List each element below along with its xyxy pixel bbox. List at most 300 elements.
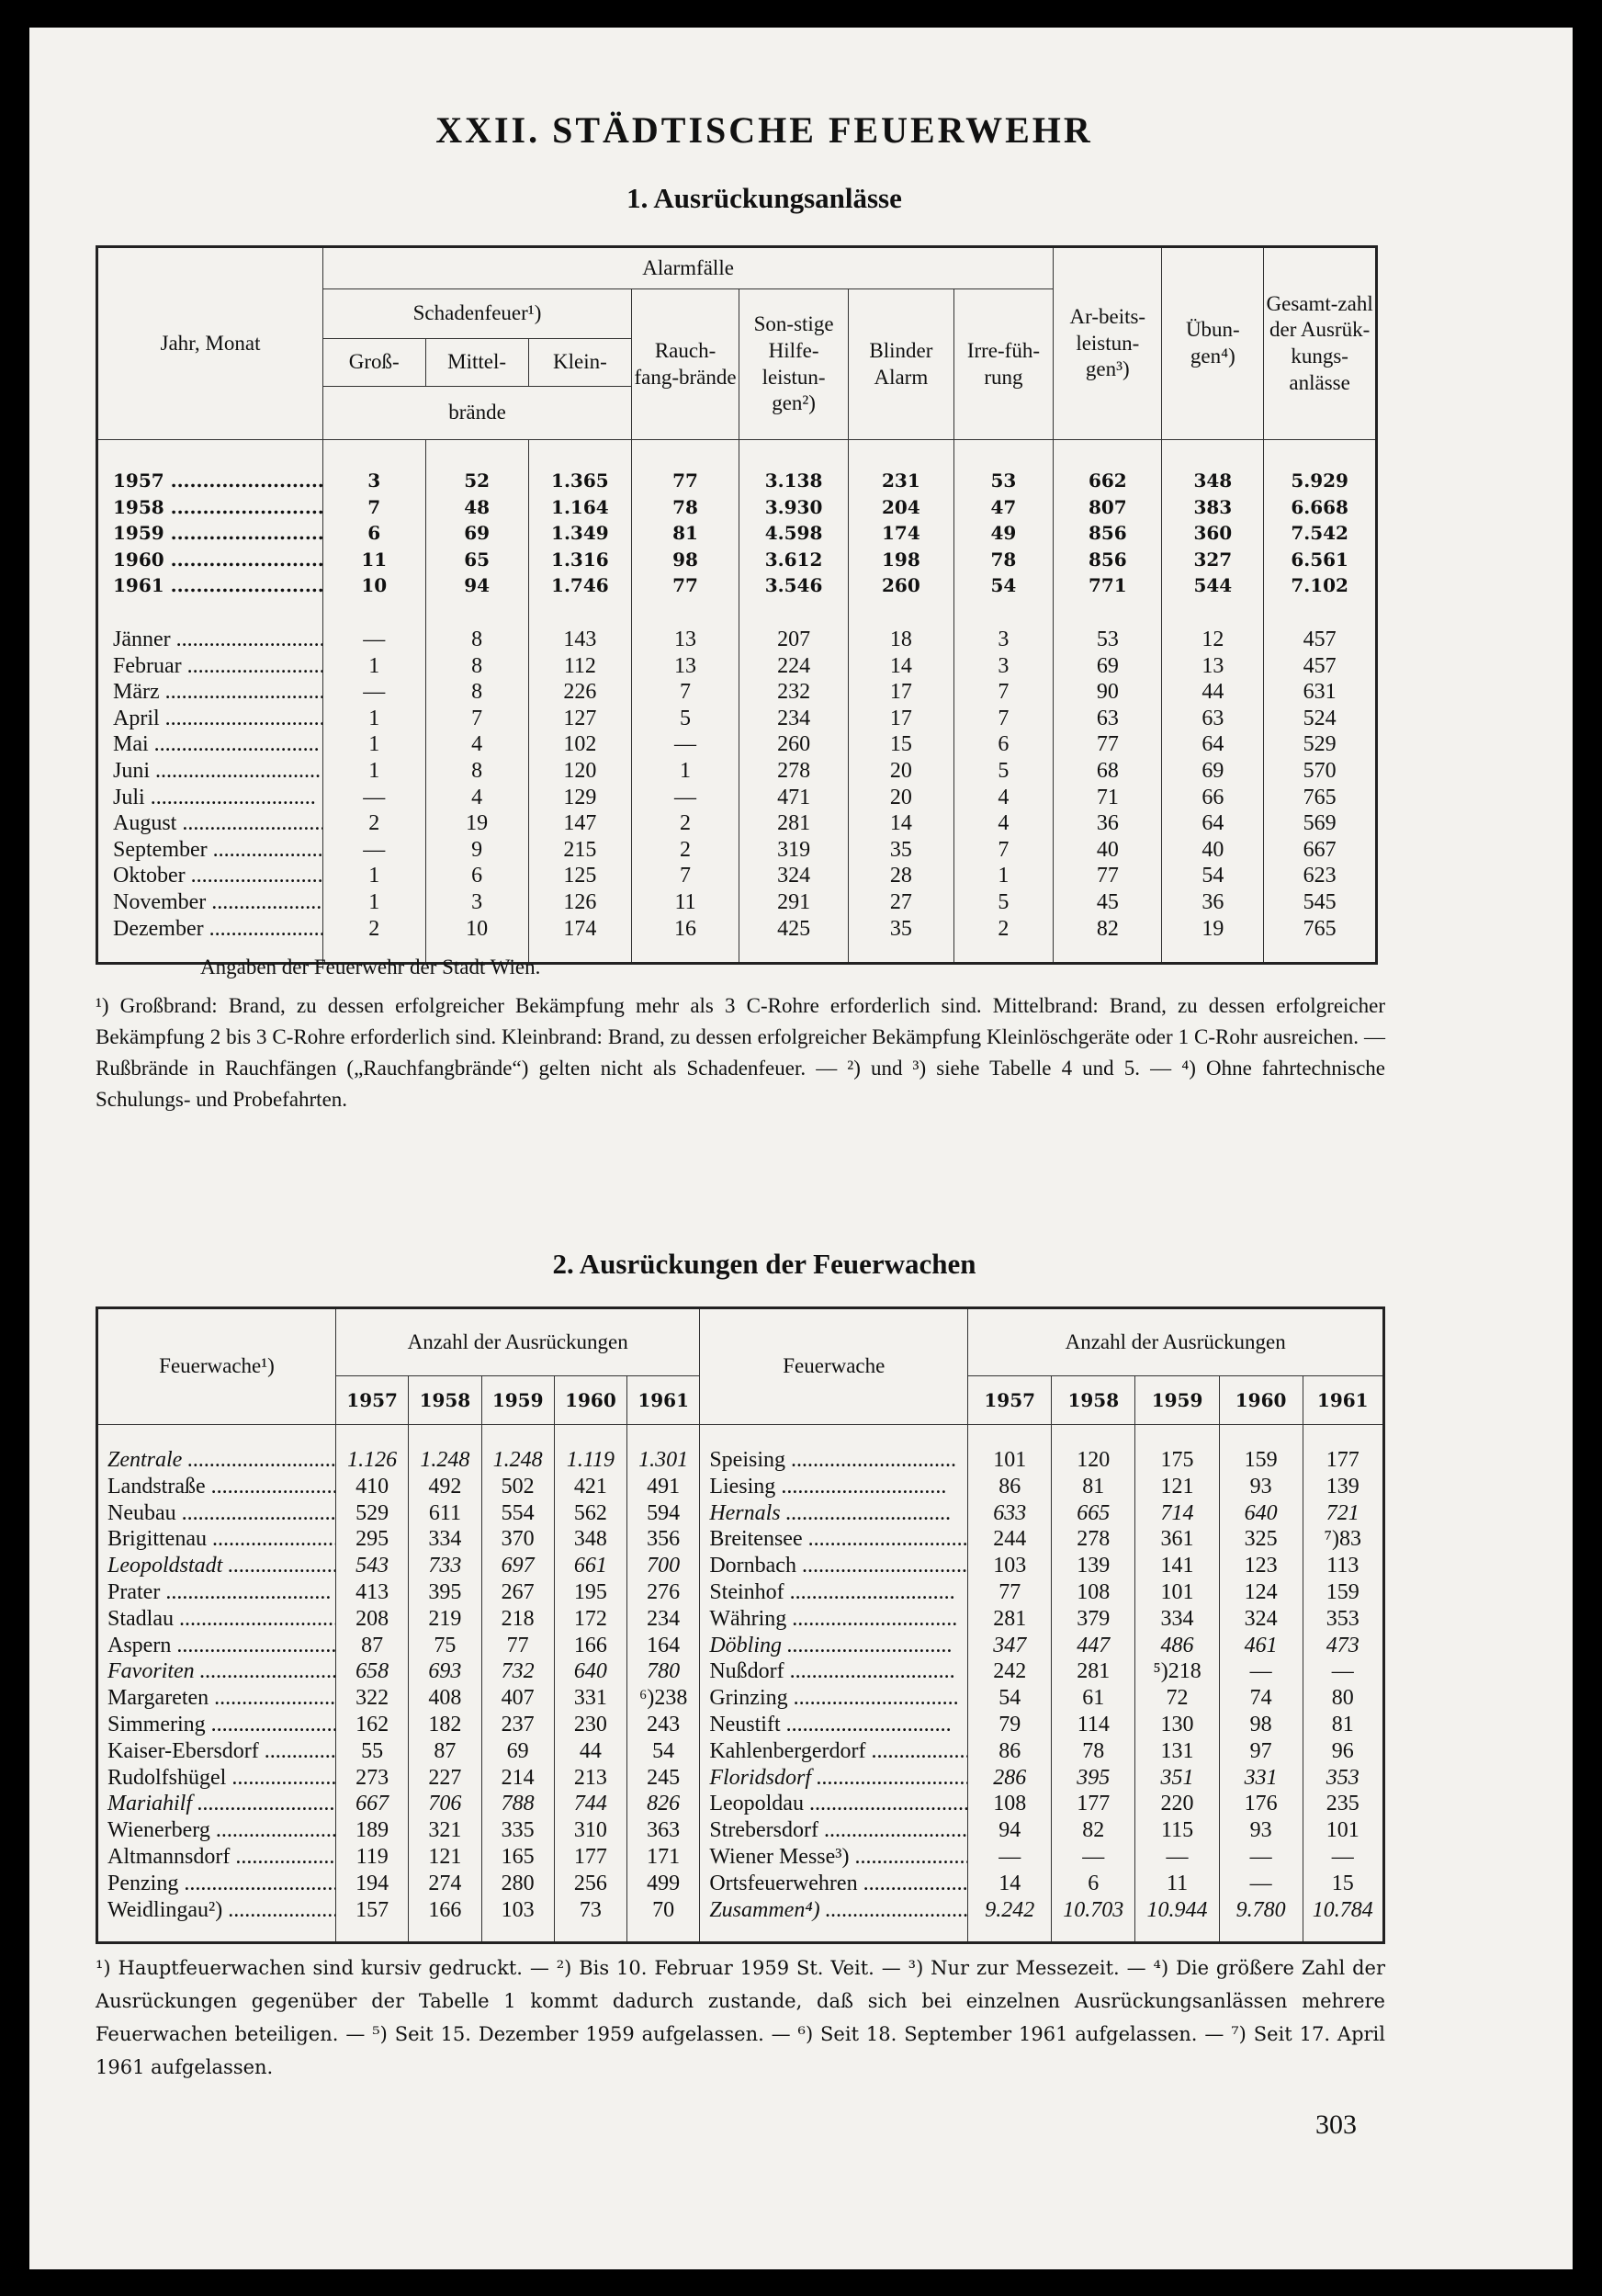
- table-cell: 18: [849, 627, 953, 653]
- table-cell: 27: [849, 889, 953, 916]
- table-cell: 87: [409, 1738, 481, 1765]
- row-label: [97, 653, 323, 680]
- header-alarmfaelle: Alarmfälle: [323, 247, 1054, 289]
- table-cell: 14: [849, 810, 953, 837]
- table-cell: 243: [627, 1712, 700, 1738]
- table-cell: 407: [481, 1685, 554, 1712]
- table-cell: 310: [554, 1817, 626, 1844]
- table-cell: 363: [627, 1817, 700, 1844]
- feuerwache-name-text: Breitensee: [709, 1527, 803, 1552]
- table-cell: 82: [1054, 916, 1162, 943]
- table-cell: 2: [953, 916, 1054, 943]
- feuerwache-name: [97, 1765, 336, 1792]
- table-cell: 1.248: [481, 1447, 554, 1474]
- table-cell: 383: [1162, 494, 1264, 521]
- feuerwache-name: [700, 1658, 968, 1685]
- table-cell: 54: [968, 1685, 1052, 1712]
- table-cell: —: [1135, 1844, 1219, 1871]
- table-cell: 744: [554, 1791, 626, 1817]
- table-cell: 120: [1052, 1447, 1135, 1474]
- table-cell: 54: [1162, 863, 1264, 889]
- table-cell: 232: [739, 679, 849, 706]
- table-cell: 15: [849, 731, 953, 758]
- feuerwache-name-text: Rudolfshügel: [107, 1765, 227, 1790]
- spacer-cell: [1054, 440, 1162, 469]
- table-cell: 214: [481, 1765, 554, 1792]
- leader-dots: [775, 1475, 946, 1499]
- row-label: [97, 863, 323, 889]
- header-mittel: Mittel-: [425, 339, 528, 387]
- table-row-month: [97, 810, 1377, 837]
- leader-dots: [804, 1792, 968, 1815]
- feuerwache-name: [700, 1712, 968, 1738]
- table-row: [97, 1817, 1384, 1844]
- table-cell: 235: [1303, 1791, 1383, 1817]
- row-label: [97, 494, 323, 521]
- row-label: [97, 758, 323, 785]
- table-cell: 10.703: [1052, 1897, 1135, 1924]
- table1-source: Angaben der Feuerwehr der Stadt Wien.: [200, 956, 541, 978]
- spacer-cell: [1264, 942, 1377, 964]
- table-cell: 281: [968, 1606, 1052, 1633]
- table-cell: 139: [1052, 1553, 1135, 1579]
- table-cell: 1.248: [409, 1447, 481, 1474]
- feuerwache-name: [700, 1606, 968, 1633]
- table-row: [97, 1447, 1384, 1474]
- table-cell: 81: [1052, 1474, 1135, 1500]
- table-cell: 75: [409, 1633, 481, 1659]
- section1-title: 1. Ausrückungsanlässe: [626, 182, 902, 214]
- table-cell: 87: [336, 1633, 409, 1659]
- leader-dots: [174, 1607, 336, 1631]
- table-cell: —: [968, 1844, 1052, 1871]
- table-row: [97, 1658, 1384, 1685]
- table-cell: 1.349: [528, 520, 631, 547]
- table-cell: 64: [1162, 731, 1264, 758]
- table-cell: 97: [1219, 1738, 1303, 1765]
- row-label-text: Mai: [113, 732, 149, 757]
- table-cell: 13: [1162, 653, 1264, 680]
- table-cell: 1: [323, 653, 426, 680]
- table-cell: 17: [849, 706, 953, 732]
- table-cell: 771: [1054, 572, 1162, 599]
- table-cell: 267: [481, 1579, 554, 1606]
- feuerwache-name: [97, 1871, 336, 1897]
- table-cell: 121: [409, 1844, 481, 1871]
- page-number: 303: [1315, 2109, 1357, 2140]
- feuerwache-name-text: Ortsfeuerwehren: [709, 1871, 858, 1895]
- table1-ausrueckungsanlaesse: [96, 245, 1378, 965]
- feuerwache-name-text: Mariahilf: [107, 1792, 193, 1816]
- table-cell: 10.784: [1303, 1897, 1383, 1924]
- table-cell: 3.612: [739, 547, 849, 573]
- table-cell: 213: [554, 1765, 626, 1792]
- leader-dots: [171, 628, 323, 651]
- row-label: [97, 572, 323, 599]
- table-cell: 3: [953, 627, 1054, 653]
- table-cell: 40: [1054, 837, 1162, 864]
- feuerwache-name-text: Floridsdorf: [709, 1765, 811, 1790]
- table-cell: 856: [1054, 520, 1162, 547]
- spacer-cell: [632, 599, 739, 627]
- table-cell: 260: [739, 731, 849, 758]
- table-cell: 74: [1219, 1685, 1303, 1712]
- table-row: [97, 1712, 1384, 1738]
- table-cell: 570: [1264, 758, 1377, 785]
- table-cell: 4.598: [739, 520, 849, 547]
- feuerwache-name-text: Hernals: [709, 1500, 781, 1525]
- table-cell: 93: [1219, 1474, 1303, 1500]
- feuerwache-name: [97, 1579, 336, 1606]
- table-cell: 765: [1264, 916, 1377, 943]
- table-cell: 174: [849, 520, 953, 547]
- table-row: [97, 1633, 1384, 1659]
- leader-dots: [160, 707, 323, 730]
- feuerwache-name: [700, 1897, 968, 1924]
- table-cell: 166: [554, 1633, 626, 1659]
- table-cell: 44: [1162, 679, 1264, 706]
- table-cell: 77: [632, 468, 739, 494]
- table-cell: 2: [323, 810, 426, 837]
- spacer-cell: [849, 942, 953, 964]
- spacer-cell: [739, 942, 849, 964]
- table-cell: 3: [425, 889, 528, 916]
- table-cell: 334: [409, 1526, 481, 1553]
- feuerwache-name: [700, 1579, 968, 1606]
- table-cell: 331: [554, 1685, 626, 1712]
- table-cell: 1: [323, 863, 426, 889]
- table-cell: 640: [1219, 1500, 1303, 1527]
- table-cell: 278: [1052, 1526, 1135, 1553]
- table-cell: 11: [1135, 1871, 1219, 1897]
- leader-dots: [160, 1580, 331, 1604]
- feuerwache-name: [700, 1685, 968, 1712]
- table-cell: 278: [739, 758, 849, 785]
- table-cell: 826: [627, 1791, 700, 1817]
- table-cell: 425: [739, 916, 849, 943]
- table-row-year: [97, 572, 1377, 599]
- table-cell: 569: [1264, 810, 1377, 837]
- table-row: [97, 1871, 1384, 1897]
- table-cell: 36: [1162, 889, 1264, 916]
- table-cell: 28: [849, 863, 953, 889]
- table-cell: 40: [1162, 837, 1264, 864]
- table-cell: 93: [1219, 1817, 1303, 1844]
- row-label-text: März: [113, 680, 160, 705]
- spacer-cell: [953, 440, 1054, 469]
- table-cell: 6.561: [1264, 547, 1377, 573]
- chapter-title: XXII. STÄDTISCHE FEUERWEHR: [435, 109, 1093, 151]
- leader-dots: [164, 549, 323, 571]
- header-jahr-monat: Jahr, Monat: [97, 247, 323, 440]
- table-cell: 321: [409, 1817, 481, 1844]
- row-label: [97, 547, 323, 573]
- spacer-cell: [739, 440, 849, 469]
- table-cell: 8: [425, 758, 528, 785]
- table-cell: 124: [1219, 1579, 1303, 1606]
- spacer-cell: [849, 440, 953, 469]
- table-cell: —: [1219, 1658, 1303, 1685]
- table-cell: 129: [528, 785, 631, 811]
- table-cell: 98: [632, 547, 739, 573]
- table-row: [97, 1526, 1384, 1553]
- spacer-cell: [968, 1425, 1052, 1448]
- table-cell: 220: [1135, 1791, 1219, 1817]
- leader-dots: [207, 1527, 336, 1551]
- table-cell: —: [1219, 1844, 1303, 1871]
- table-cell: 218: [481, 1606, 554, 1633]
- table-cell: 286: [968, 1765, 1052, 1792]
- table-cell: 143: [528, 627, 631, 653]
- table-cell: 54: [627, 1738, 700, 1765]
- table-cell: 9.242: [968, 1897, 1052, 1924]
- table-cell: 256: [554, 1871, 626, 1897]
- table-cell: 157: [336, 1897, 409, 1924]
- table-cell: 11: [323, 547, 426, 573]
- row-label-text: 1958: [113, 495, 164, 518]
- leader-dots: [195, 1659, 336, 1683]
- table-cell: 77: [968, 1579, 1052, 1606]
- spacer-cell: [632, 942, 739, 964]
- table-cell: 244: [968, 1526, 1052, 1553]
- table-cell: 594: [627, 1500, 700, 1527]
- spacer-cell: [1135, 1425, 1219, 1448]
- feuerwache-name-text: Leopoldstadt: [107, 1554, 223, 1578]
- table-cell: 35: [849, 837, 953, 864]
- spacer-cell: [336, 1425, 409, 1448]
- table-cell: 177: [1303, 1447, 1383, 1474]
- feuerwache-name: [97, 1738, 336, 1765]
- table-cell: 351: [1135, 1765, 1219, 1792]
- table-cell: 665: [1052, 1500, 1135, 1527]
- table-cell: 1: [323, 731, 426, 758]
- row-label: [97, 679, 323, 706]
- table-cell: 121: [1135, 1474, 1219, 1500]
- feuerwache-name-text: Leopoldau: [709, 1792, 804, 1816]
- row-label-text: Jänner: [113, 627, 171, 651]
- table-cell: 78: [632, 494, 739, 521]
- table-cell: 5: [953, 889, 1054, 916]
- table-cell: 544: [1162, 572, 1264, 599]
- spacer-cell: [1303, 1923, 1383, 1943]
- table-cell: 49: [953, 520, 1054, 547]
- table-cell: 165: [481, 1844, 554, 1871]
- spacer-row: [97, 1425, 1384, 1448]
- year-header: 1960: [554, 1376, 626, 1425]
- table-cell: 457: [1264, 653, 1377, 680]
- spacer-row: [97, 1923, 1384, 1943]
- spacer-cell: [1264, 440, 1377, 469]
- spacer-cell: [323, 440, 426, 469]
- spacer-cell: [1219, 1425, 1303, 1448]
- header-gesamtzahl: Gesamt-zahl der Ausrük-kungs-anlässe: [1264, 247, 1377, 440]
- table-cell: 123: [1219, 1553, 1303, 1579]
- table1-footnote: ¹) Großbrand: Brand, zu dessen erfolgreicher Bekämpfung mehr als 3 C-Rohre erforderlich sind. Mittelbrand: Brand, zu dessen erfolgreicher Bekämpfung 2 bis 3 C-Rohre erforderlich sind. Kleinbrand: Brand, zu dessen erfolgreicher Bekämpfung Kleinlöschgeräte oder 1 C-Rohr ausreichen. — Rußbrände in Rauchfängen („Rauchfangbrände“) gelten nicht als Schadenfeuer. — ²) und ³) siehe Tabelle 4 und 5. — ⁴) Ohne fahrtechnische Schulungs- und Probefahrten.: [96, 994, 1385, 1111]
- feuerwache-name: [97, 1844, 336, 1871]
- leader-dots: [209, 1686, 335, 1710]
- table-cell: 5: [953, 758, 1054, 785]
- year-header: 1959: [481, 1376, 554, 1425]
- row-label-text: 1959: [113, 522, 164, 545]
- spacer-row: [97, 440, 1377, 469]
- header-arbeitsleistungen: Ar-beits-leistun-gen³): [1054, 247, 1162, 440]
- table-cell: 721: [1303, 1500, 1383, 1527]
- leader-dots: [210, 1818, 336, 1842]
- feuerwache-name: [700, 1871, 968, 1897]
- table-cell: 5.929: [1264, 468, 1377, 494]
- table-cell: 348: [1162, 468, 1264, 494]
- table-cell: 6: [323, 520, 426, 547]
- table-cell: 14: [968, 1871, 1052, 1897]
- spacer-cell: [1162, 942, 1264, 964]
- table-cell: 35: [849, 916, 953, 943]
- table-cell: 119: [336, 1844, 409, 1871]
- table-cell: 245: [627, 1765, 700, 1792]
- table-cell: 1: [323, 706, 426, 732]
- feuerwache-name: [97, 1447, 336, 1474]
- table-cell: 112: [528, 653, 631, 680]
- row-label-text: August: [113, 811, 177, 836]
- table-cell: 194: [336, 1871, 409, 1897]
- table-cell: 174: [528, 916, 631, 943]
- table-cell: 8: [425, 653, 528, 680]
- table-cell: 9: [425, 837, 528, 864]
- spacer-cell: [700, 1425, 968, 1448]
- table-cell: 7: [632, 679, 739, 706]
- table-cell: 6: [953, 731, 1054, 758]
- feuerwache-name: [700, 1474, 968, 1500]
- feuerwache-name: [700, 1817, 968, 1844]
- table-cell: 327: [1162, 547, 1264, 573]
- spacer-cell: [1219, 1923, 1303, 1943]
- table-cell: 234: [739, 706, 849, 732]
- table-cell: 7.102: [1264, 572, 1377, 599]
- leader-dots: [796, 1554, 967, 1578]
- table-cell: 53: [1054, 627, 1162, 653]
- table-cell: 94: [425, 572, 528, 599]
- table-row-month: [97, 679, 1377, 706]
- year-header: 1958: [1052, 1376, 1135, 1425]
- feuerwache-name: [97, 1897, 336, 1924]
- table-cell: 171: [627, 1844, 700, 1871]
- spacer-cell: [953, 942, 1054, 964]
- header-blinder-alarm: Blinder Alarm: [849, 289, 953, 440]
- table-cell: 231: [849, 468, 953, 494]
- table-cell: 172: [554, 1606, 626, 1633]
- table-cell: 2: [632, 837, 739, 864]
- table-cell: 82: [1052, 1817, 1135, 1844]
- table-cell: —: [323, 837, 426, 864]
- table-cell: 96: [1303, 1738, 1383, 1765]
- leader-dots: [784, 1659, 955, 1683]
- spacer-cell: [554, 1425, 626, 1448]
- table-cell: 667: [1264, 837, 1377, 864]
- spacer-cell: [528, 440, 631, 469]
- table-cell: 64: [1162, 810, 1264, 837]
- table-cell: 80: [1303, 1685, 1383, 1712]
- table-cell: 331: [1219, 1765, 1303, 1792]
- year-header: 1959: [1135, 1376, 1219, 1425]
- table-cell: 69: [481, 1738, 554, 1765]
- feuerwache-name-text: Zusammen⁴): [709, 1897, 820, 1922]
- table-cell: 502: [481, 1474, 554, 1500]
- spacer-cell: [739, 599, 849, 627]
- row-label-text: 1961: [113, 574, 164, 597]
- table-row-month: [97, 863, 1377, 889]
- table-cell: 693: [409, 1658, 481, 1685]
- table-cell: 78: [953, 547, 1054, 573]
- feuerwache-name: [97, 1658, 336, 1685]
- table-cell: 413: [336, 1579, 409, 1606]
- spacer-cell: [1052, 1425, 1135, 1448]
- year-header: 1957: [336, 1376, 409, 1425]
- table-cell: 491: [627, 1474, 700, 1500]
- spacer-cell: [528, 599, 631, 627]
- feuerwache-name-text: Döbling: [709, 1633, 782, 1657]
- spacer-cell: [97, 1923, 336, 1943]
- table-cell: 1.119: [554, 1447, 626, 1474]
- table-cell: 14: [849, 653, 953, 680]
- table-cell: 562: [554, 1500, 626, 1527]
- row-label-text: Juli: [113, 785, 145, 809]
- row-label: [97, 520, 323, 547]
- table-cell: 175: [1135, 1447, 1219, 1474]
- feuerwache-name-text: Kaiser-Ebersdorf: [107, 1738, 259, 1763]
- feuerwache-name-text: Zentrale: [107, 1448, 183, 1472]
- table-cell: 291: [739, 889, 849, 916]
- feuerwache-name: [700, 1500, 968, 1527]
- table-cell: 1.164: [528, 494, 631, 521]
- feuerwache-name-text: Kahlenbergerdorf: [709, 1738, 866, 1763]
- table-cell: 78: [1052, 1738, 1135, 1765]
- header-rauchfangbraende: Rauch-fang-brände: [632, 289, 739, 440]
- table-cell: 55: [336, 1738, 409, 1765]
- leader-dots: [206, 1713, 336, 1736]
- table-cell: 17: [849, 679, 953, 706]
- table-cell: 529: [1264, 731, 1377, 758]
- spacer-cell: [425, 599, 528, 627]
- spacer-cell: [1054, 942, 1162, 964]
- table-cell: 224: [739, 653, 849, 680]
- feuerwache-name-text: Penzing: [107, 1871, 179, 1895]
- header-feuerwache-right: Feuerwache: [700, 1308, 968, 1425]
- table-cell: 9.780: [1219, 1897, 1303, 1924]
- table-cell: 6: [425, 863, 528, 889]
- row-label-text: September: [113, 837, 208, 862]
- table-cell: 335: [481, 1817, 554, 1844]
- table-cell: 421: [554, 1474, 626, 1500]
- table-cell: 65: [425, 547, 528, 573]
- table-cell: 48: [425, 494, 528, 521]
- table-cell: 658: [336, 1658, 409, 1685]
- table-row: [97, 1765, 1384, 1792]
- leader-dots: [176, 1501, 336, 1525]
- year-header: 1961: [627, 1376, 700, 1425]
- table-cell: 4: [953, 810, 1054, 837]
- leader-dots: [145, 786, 316, 809]
- row-label-text: 1957: [113, 469, 164, 492]
- feuerwache-name-text: Simmering: [107, 1712, 206, 1736]
- table-cell: 7: [953, 679, 1054, 706]
- table-cell: 10: [323, 572, 426, 599]
- table-row-year: [97, 468, 1377, 494]
- table-cell: 7: [953, 706, 1054, 732]
- table-cell: 281: [1052, 1658, 1135, 1685]
- spacer-cell: [481, 1923, 554, 1943]
- table-cell: 19: [1162, 916, 1264, 943]
- leader-dots: [149, 732, 320, 756]
- table-cell: 54: [953, 572, 1054, 599]
